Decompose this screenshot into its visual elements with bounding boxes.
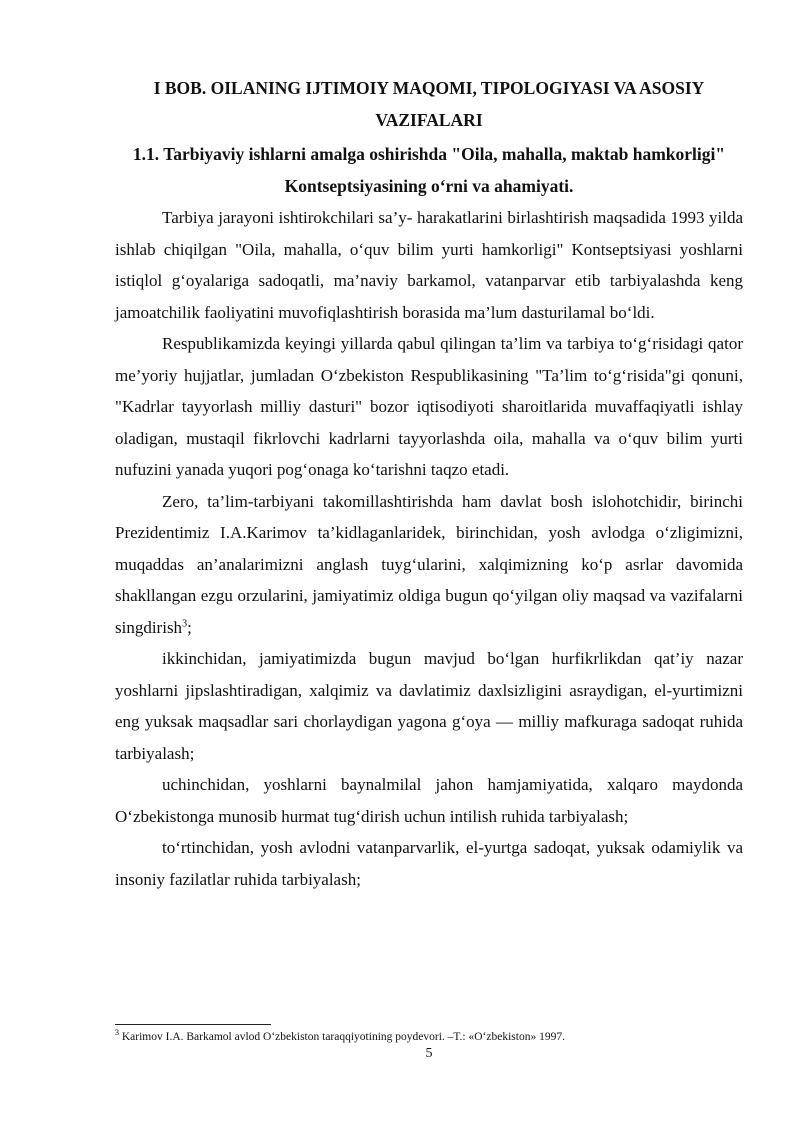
paragraph-1: Tarbiya jarayoni ishtirokchilari sa’y- harakatlarini birlashtirish maqsadida 1993 yilda ishlab chiqilgan "Oila, mahalla, o‘quv bilim yurti hamkorligi" Kontseptsiyasi yoshlarni istiqlol g‘oyalariga sadoqatli, ma’naviy barkamol, vatanparvar etib tarbiyalashda keng jamoatchilik faoliyatini muvofiqlashtirish borasida ma’lum dasturilamal bo‘ldi. bbox=[115, 208, 743, 322]
paragraph-3-tail: ; bbox=[187, 617, 192, 637]
page-number: 5 bbox=[425, 1046, 433, 1061]
section-title: 1.1. Tarbiyaviy ishlarni amalga oshirishda "Oila, mahalla, maktab hamkorligi" Kontseptsiyasining o‘rni va ahamiyati. bbox=[132, 144, 726, 196]
footnote-mark: 3 bbox=[115, 1028, 119, 1038]
document-page bbox=[115, 70, 743, 895]
footnote bbox=[115, 1030, 743, 1045]
paragraph-2: Respublikamizda keyingi yillarda qabul qilingan ta’lim va tarbiya to‘g‘risidagi qator me’yoriy hujjatlar, jumladan O‘zbekiston Respublikasining "Ta’lim to‘g‘risida"gi qonuni, "Kadrlar tayyorlash milliy dasturi" bozor iqtisodiyoti sharoitlarida muvaffaqiyatli ishlay oladigan, mustaqil fikrlovchi kadrlarni tayyorlashda oila, mahalla va o‘quv bilim yurti nufuzini yanada yuqori pog‘onaga ko‘tarishni taqzo etadi. bbox=[115, 334, 743, 479]
footnote-separator bbox=[115, 1024, 271, 1025]
paragraph-3 bbox=[115, 486, 743, 644]
paragraph-5: uchinchidan, yoshlarni baynalmilal jahon hamjamiyatida, xalqaro maydonda O‘zbekistonga munosib hurmat tug‘dirish uchun intilish ruhida tarbiyalash; bbox=[115, 775, 743, 826]
paragraph-3-text: Zero, ta’lim-tarbiyani takomillashtirishda ham davlat bosh islohotchidir, birinchi Prezidentimiz I.A.Karimov ta’kidlaganlaridek, birinchidan, yosh avlodga o‘zligimizni, muqaddas an’analarimizni anglash tuyg‘ularini, xalqimizning ko‘p asrlar davomida shakllangan ezgu orzularini, jamiyatimiz oldiga bugun qo‘yilgan oliy maqsad va vazifalarni singdirish bbox=[115, 491, 743, 637]
footnote-reference: 3 bbox=[182, 617, 188, 629]
paragraph-4: ikkinchidan, jamiyatimizda bugun mavjud bo‘lgan hurfikrlikdan qat’iy nazar yoshlarni jipslashtiradigan, xalqimiz va davlatimiz daxlsizligini asraydigan, el-yurtimizni eng yuksak maqsadlar sari chorlaydigan yagona g‘oya — milliy mafkuraga sadoqat ruhida tarbiyalash; bbox=[115, 649, 743, 763]
footnote-text: Karimov I.A. Barkamol avlod O‘zbekiston taraqqiyotining poydevori. –T.: «O‘zbekiston» 1997. bbox=[119, 1031, 565, 1043]
chapter-title: I BOB. OILANING IJTIMOIY MAQOMI, TIPOLOGIYASI VA ASOSIY VAZIFALARI bbox=[153, 78, 705, 130]
paragraph-6: to‘rtinchidan, yosh avlodni vatanparvarlik, el-yurtga sadoqat, yuksak odamiylik va insoniy fazilatlar ruhida tarbiyalash; bbox=[115, 838, 743, 889]
